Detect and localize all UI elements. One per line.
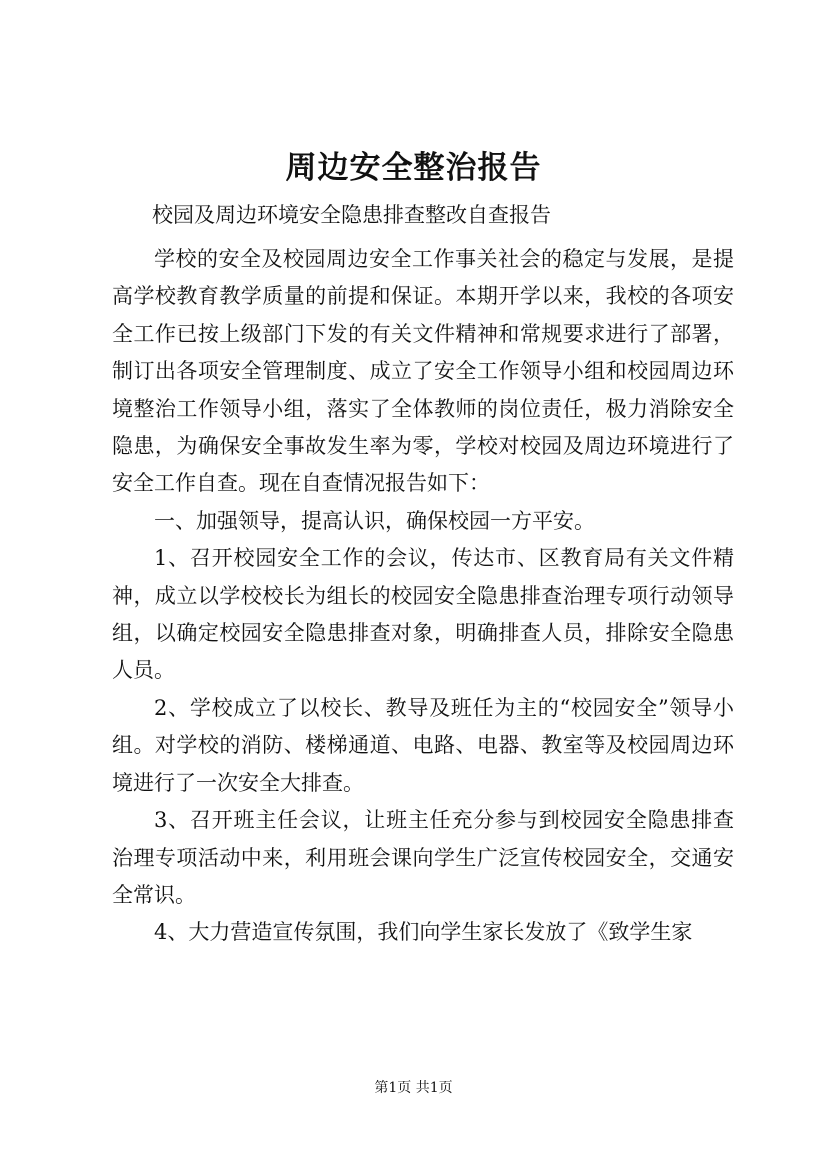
paragraph-item-1: 1、召开校园安全工作的会议，传达市、区教育局有关文件精神，成立以学校校长为组长的校园安全隐患排查治理专项行动领导组，以确定校园安全隐患排查对象，明确排查人员，排除安全隐患人员。 <box>112 546 734 683</box>
paragraph-section-1-heading: 一、加强领导，提高认识，确保校园一方平安。 <box>154 508 595 533</box>
page-footer: 第1页 共1页 <box>374 1080 453 1096</box>
paragraph-item-3: 3、召开班主任会议，让班主任充分参与到校园安全隐患排查治理专项活动中来，利用班会课向学生广泛宣传校园安全，交通安全常识。 <box>112 808 734 907</box>
document-subtitle: 校园及周边环境安全隐患排查整改自查报告 <box>152 203 551 227</box>
paragraph-item-2: 2、学校成立了以校长、教导及班任为主的“校园安全”领导小组。对学校的消防、楼梯通道、电路、电器、教室等及校园周边环境进行了一次安全大排查。 <box>112 695 734 795</box>
document-body <box>112 241 734 952</box>
document-title: 周边安全整治报告 <box>285 150 542 186</box>
paragraph-item-4: 4、大力营造宣传氛围，我们向学生家长发放了《致学生家 <box>154 920 693 945</box>
paragraph-intro: 学校的安全及校园周边安全工作事关社会的稳定与发展，是提高学校教育教学质量的前提和保证。本期开学以来，我校的各项安全工作已按上级部门下发的有关文件精神和常规要求进行了部署，制订出各项安全管理制度、成立了安全工作领导小组和校园周边环境整治工作领导小组，落实了全体教师的岗位责任，极力消除安全隐患，为确保安全事故发生率为零，学校对校园及周边环境进行了安全工作自查。现在自查情况报告如下： <box>112 247 734 496</box>
